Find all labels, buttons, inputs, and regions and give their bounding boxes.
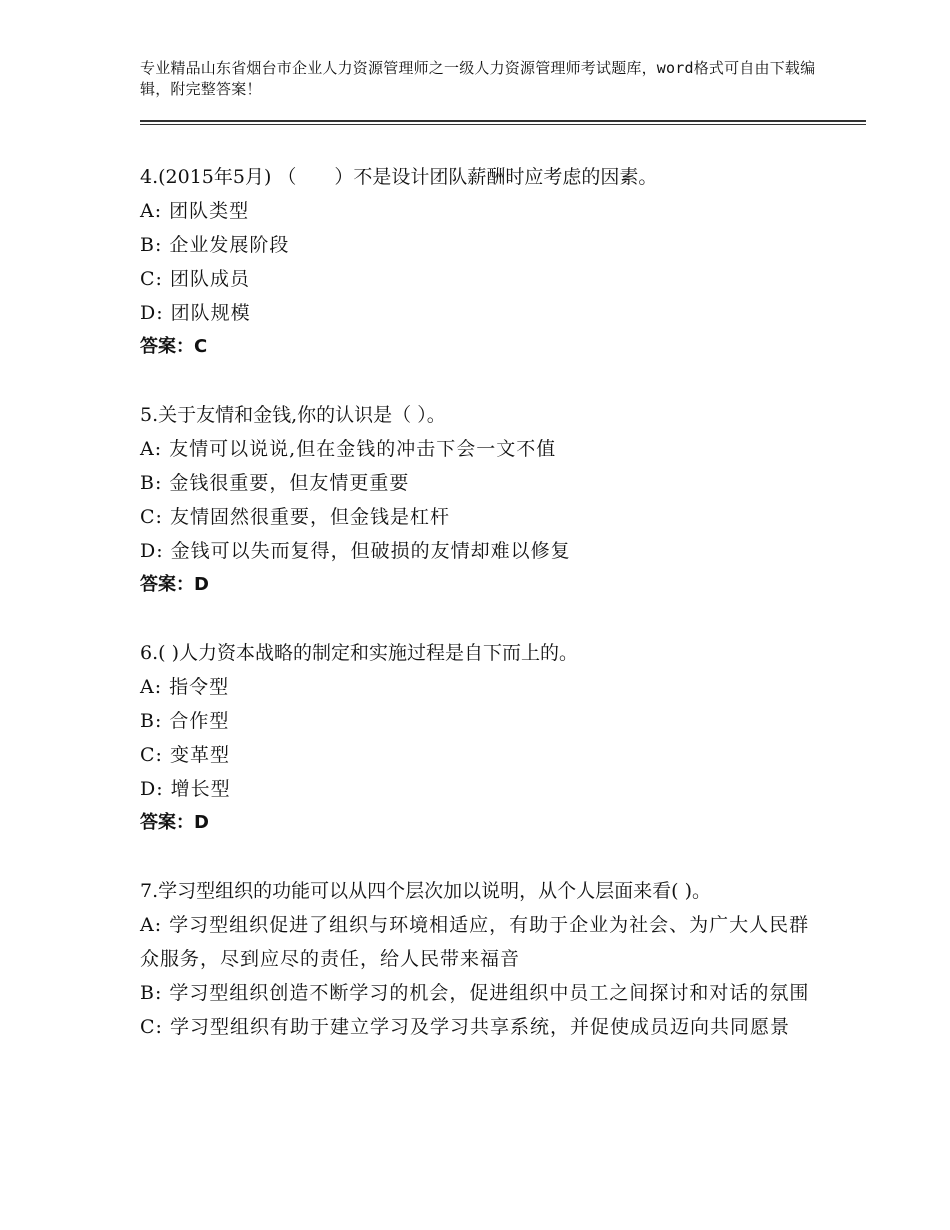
question-4 [140, 160, 820, 364]
option-d: D: 金钱可以失而复得，但破损的友情却难以修复 [140, 540, 571, 562]
option-c: C: 团队成员 [140, 268, 250, 290]
document-header: 专业精品山东省烟台市企业人力资源管理师之一级人力资源管理师考试题库，word格式可自由下载编辑，附完整答案！ [140, 59, 816, 98]
option-c: C: 学习型组织有助于建立学习及学习共享系统，并促使成员迈向共同愿景 [140, 1016, 790, 1038]
question-stem: 7.学习型组织的功能可以从四个层次加以说明，从个人层面来看( )。 [140, 880, 711, 902]
option-d: D: 团队规模 [140, 302, 251, 324]
answer-line: 答案：D [140, 574, 209, 595]
question-7 [140, 874, 820, 1044]
option-c: C: 友情固然很重要，但金钱是杠杆 [140, 506, 450, 528]
question-stem: 6.( )人力资本战略的制定和实施过程是自下而上的。 [140, 642, 578, 664]
option-b: B: 合作型 [140, 710, 230, 732]
answer-line: 答案：C [140, 336, 208, 357]
header-rule-thick [140, 120, 866, 122]
option-a: A: 学习型组织促进了组织与环境相适应，有助于企业为社会、为广大人民群众服务，尽到应尽的责任，给人民带来福音 [140, 914, 810, 970]
question-list [140, 160, 820, 1078]
option-a: A: 友情可以说说,但在金钱的冲击下会一文不值 [140, 438, 557, 460]
question-6 [140, 636, 820, 840]
answer-line: 答案：D [140, 812, 209, 833]
question-stem: 5.关于友情和金钱,你的认识是（ ）。 [140, 404, 446, 426]
question-stem: 4.(2015年5月) （ ）不是设计团队薪酬时应考虑的因素。 [140, 166, 658, 188]
option-b: B: 学习型组织创造不断学习的机会，促进组织中员工之间探讨和对话的氛围 [140, 982, 810, 1004]
option-d: D: 增长型 [140, 778, 231, 800]
question-5 [140, 398, 820, 602]
option-a: A: 指令型 [140, 676, 230, 698]
option-c: C: 变革型 [140, 744, 230, 766]
header-rule-thin [140, 124, 866, 125]
option-b: B: 企业发展阶段 [140, 234, 290, 256]
option-b: B: 金钱很重要，但友情更重要 [140, 472, 410, 494]
option-a: A: 团队类型 [140, 200, 250, 222]
